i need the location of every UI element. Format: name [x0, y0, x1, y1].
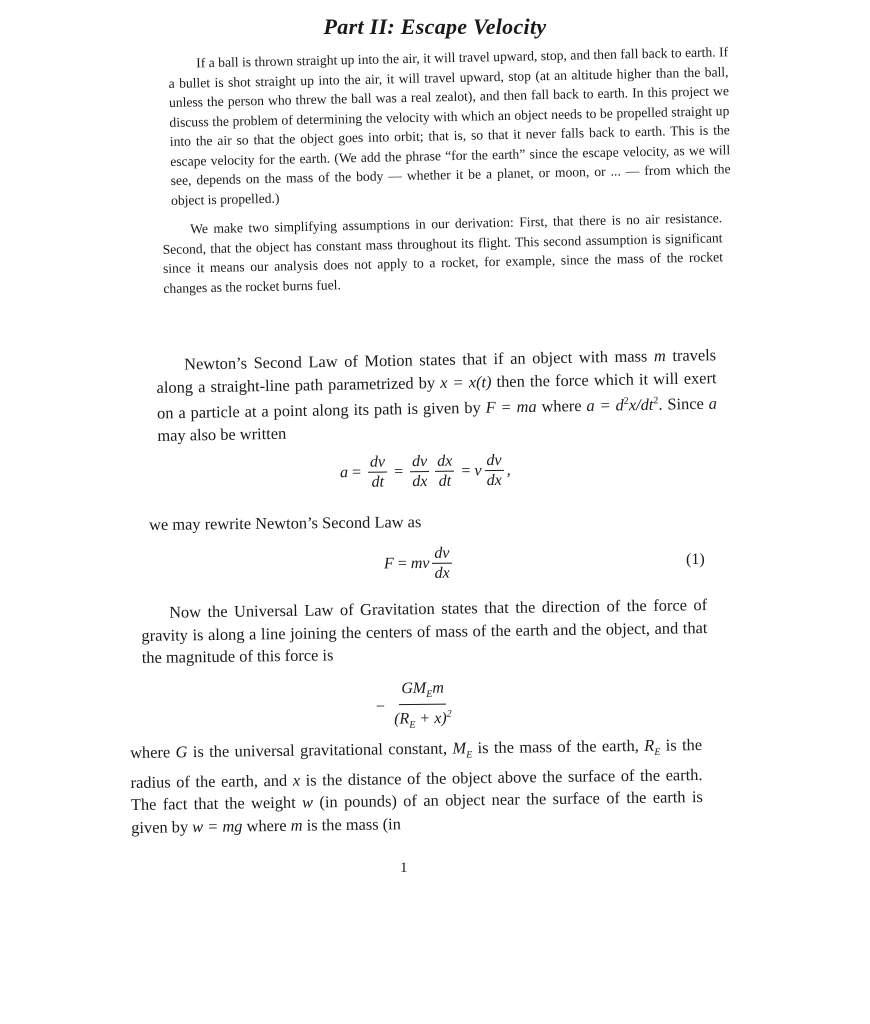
math-var: R [644, 735, 655, 755]
fraction [410, 453, 430, 490]
text-span: is the mass of the earth, [472, 735, 645, 758]
fraction-denominator: dx [486, 471, 502, 490]
math-expr: x = x(t) [440, 371, 492, 392]
fraction [435, 453, 455, 490]
intro-paragraph-2: We make two simplifying assumptions in our derivation: First, that there is no air resistance. Second, that the object has constant mass throughout its flight. This second assumption is significant since it means our analysis does not apply to a rocket, for example, since the mass of the rocket changes as the rocket burns fuel. [162, 210, 724, 296]
equation-gravity [372, 680, 457, 735]
fraction-numerator: dv [432, 545, 451, 564]
fraction [392, 680, 454, 734]
text-span: may also be written [157, 423, 287, 445]
math-var: M [452, 738, 467, 758]
fraction-denominator: dt [371, 473, 385, 491]
math-var: G [175, 742, 188, 762]
math-expr: (R [394, 710, 410, 728]
math-var: a [339, 463, 349, 481]
page-number: 1 [400, 860, 408, 876]
math-var: x [292, 770, 301, 790]
equation-force [384, 545, 455, 583]
gravity-paragraph: Now the Universal Law of Gravitation states that the direction of the force of gravity is along a line joining the centers of mass of the earth and the object, and that the magnitude of this force is [141, 595, 708, 667]
fraction-denominator: dx [434, 564, 450, 582]
math-sup: 2 [653, 395, 659, 407]
newton-paragraph [156, 344, 718, 447]
math-expr: + x) [415, 710, 447, 728]
page-title: Part II: Escape Velocity [323, 14, 547, 39]
math-var: a [708, 393, 718, 413]
math-sub: E [466, 749, 473, 761]
equals-sign: = [461, 461, 471, 479]
math-expr: m [432, 679, 444, 697]
fraction-numerator [399, 680, 446, 706]
equals-sign: = [397, 554, 407, 572]
text-span: where [242, 815, 291, 836]
math-expr: a = d [586, 395, 624, 415]
text-span: is the universal gravitational constant, [187, 738, 453, 762]
minus-sign: − [375, 698, 386, 716]
fraction [484, 452, 504, 489]
equals-sign: = [394, 462, 404, 480]
fraction-numerator: dv [368, 454, 387, 473]
math-expr: x/dt [628, 394, 654, 415]
math-var: mv [410, 554, 430, 572]
math-expr: w = mg [192, 816, 243, 836]
text-span: . Since [658, 393, 709, 414]
math-sub: E [409, 719, 416, 731]
where-paragraph [130, 734, 703, 839]
text-span: is the radius of the earth, and [130, 735, 703, 792]
text-span: is the mass (in [302, 814, 401, 835]
math-sup: 2 [446, 708, 452, 720]
intro-paragraph-1: If a ball is thrown straight up into the air, it will travel upward, stop, and then fall back to earth. If a bullet is shot straight up into the air, it will travel upward, stop (at an altitude higher than the ball, unless the person who threw the ball was a real zealot), and then fall back to earth. In this project we discuss the problem of determining the velocity with which an object needs to be propelled straight up into the air so that the object goes into orbit; that is, so that it never falls back to earth. This is the escape velocity for the earth. (We add the phrase “for the earth” since the escape velocity, as we will see, depends on the mass of the body — whether it be a planet, or moon, or ... — from which the object is propelled.) [168, 44, 731, 208]
math-expr: GM [401, 679, 427, 698]
fraction [368, 454, 388, 491]
equation-number: (1) [686, 551, 705, 568]
text-span: where [130, 742, 176, 762]
comma: , [506, 461, 511, 479]
text-span: (in pounds) of an object near the surface of the earth is given by [131, 787, 703, 837]
fraction-numerator: dv [484, 452, 503, 471]
fraction-denominator [392, 705, 454, 734]
equation-acceleration [340, 452, 511, 491]
fraction-numerator: dx [435, 453, 454, 472]
text-span: where [536, 395, 587, 416]
math-sub: E [426, 688, 433, 701]
math-expr: F = ma [485, 396, 537, 417]
math-sub: E [654, 746, 661, 758]
math-var: v [474, 461, 482, 479]
text-span: Newton’s Second Law of Motion states that if an object with mass [184, 346, 655, 374]
fraction-numerator: dv [410, 453, 429, 472]
rewrite-text: we may rewrite Newton’s Second Law as [149, 512, 422, 534]
math-var: w [301, 792, 314, 812]
text-span: is the distance of the object above the surface of the earth. The fact that the weight [130, 764, 703, 815]
math-var: m [653, 346, 666, 366]
text-span: then the force which it will exert on a particle at a point along its path is given by [156, 367, 717, 423]
fraction [432, 545, 451, 582]
fraction-denominator: dx [412, 472, 428, 491]
math-sup: 2 [623, 395, 629, 407]
math-var: m [290, 815, 303, 835]
equals-sign: = [351, 463, 362, 481]
text-span: travels along a straight-line path parametrized by [156, 345, 717, 397]
fraction-denominator: dt [438, 472, 452, 490]
math-var: F [383, 554, 394, 572]
